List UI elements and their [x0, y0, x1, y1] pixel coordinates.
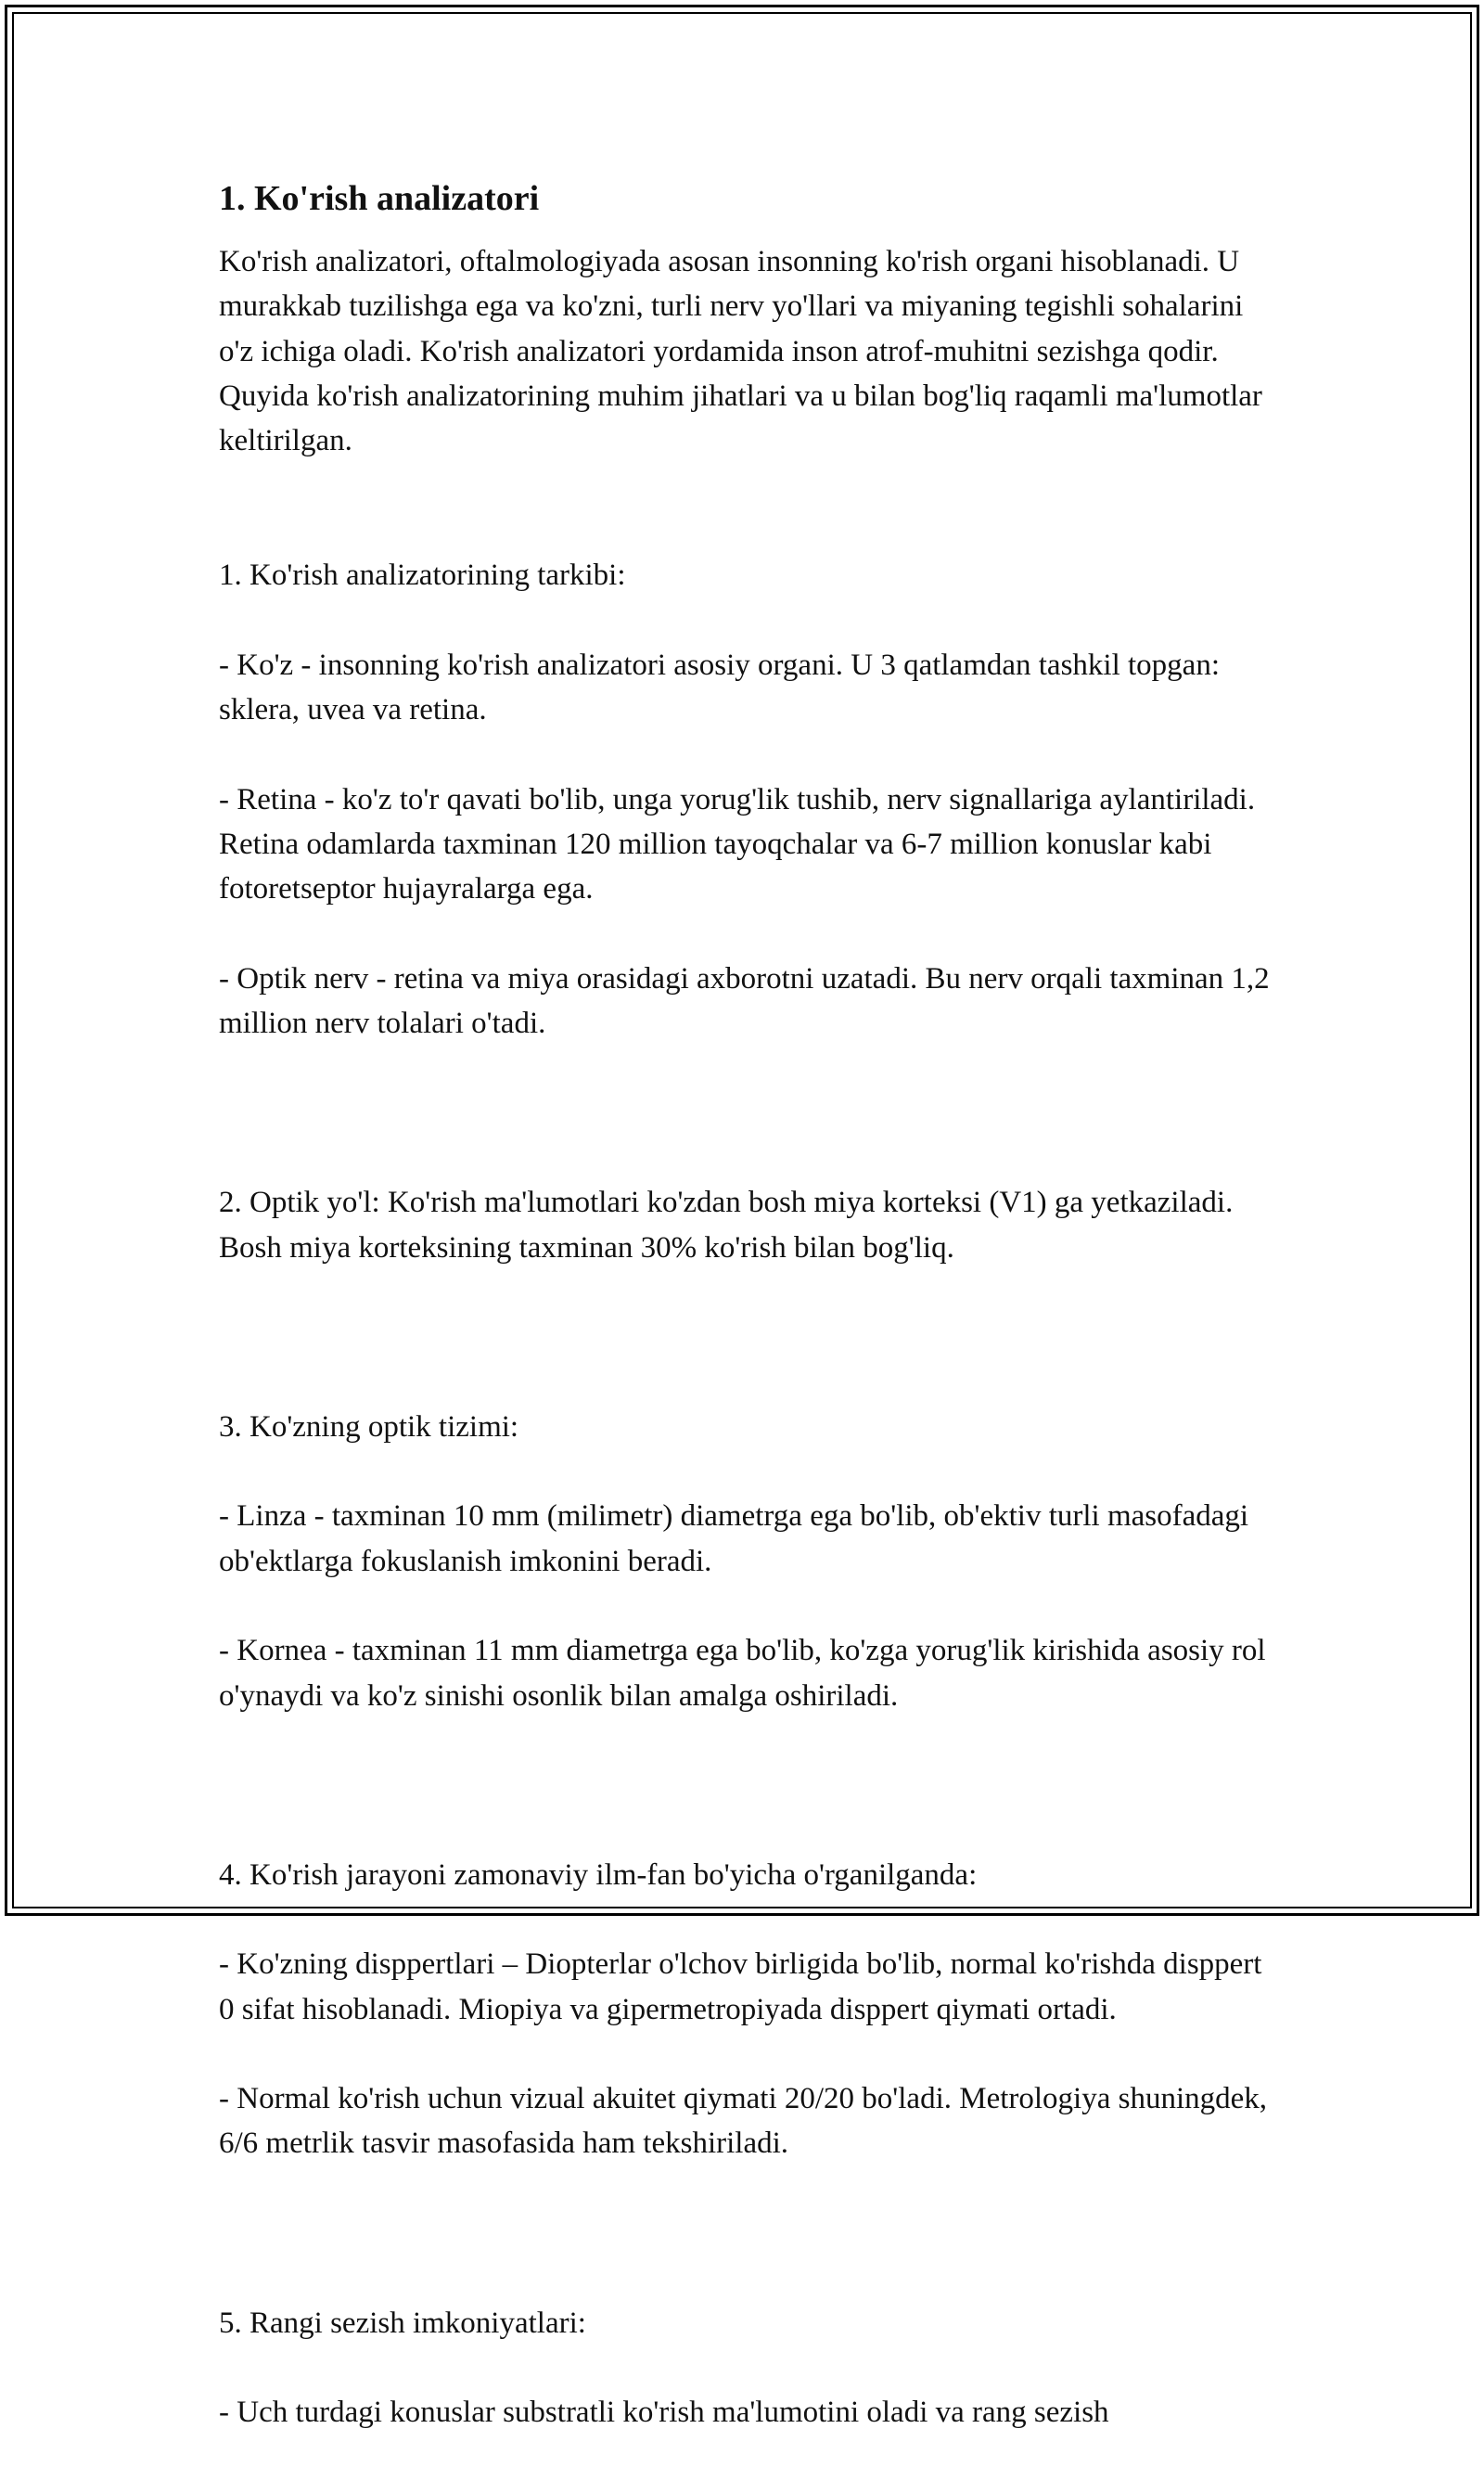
intro-paragraph: Ko'rish analizatori, oftalmologiyada asosan insonning ko'rish organi hisoblanadi. U murakkab tuzilishga ega va ko'zni, turli nerv yo'llari va miyaning tegishli sohalarini o'z ichiga oladi. Ko'rish analizatori yordamida inson atrof-muhitni sezishga qodir. Quyida ko'rish analizatorining muhim jihatlari va u bilan bog'liq raqamli ma'lumotlar keltirilgan. — [219, 245, 1262, 458]
list-item: - Ko'z - insonning ko'rish analizatori asosiy organi. U 3 qatlamdan tashkil topgan: sklera, uvea va retina. — [219, 648, 1220, 726]
section-heading: 2. Optik yo'l: Ko'rish ma'lumotlari ko'zdan bosh miya korteksi (V1) ga yetkaziladi. Bosh miya korteksining taxminan 30% ko'rish bilan bog'liq. — [219, 1186, 1234, 1265]
section-2 — [219, 1136, 1276, 1315]
list-item: - Linza - taxminan 10 mm (milimetr) diametrga ega bo'lib, ob'ektiv turli masofadagi ob'ektlarga fokuslanish imkonini beradi. — [219, 1499, 1249, 1578]
blank-line — [219, 1315, 1276, 1359]
list-item: - Ko'zning disppertlari – Diopterlar o'lchov birligida bo'lib, normal ko'rishda disppert 0 sifat hisoblanadi. Miopiya va gipermetropiyada disppert qiymati ortadi. — [219, 1947, 1262, 2026]
list-item: - Optik nerv - retina va miya orasidagi axborotni uzatadi. Bu nerv orqali taxminan 1,2 million nerv tolalari o'tadi. — [219, 961, 1270, 1041]
section-heading: 3. Ko'zning optik tizimi: — [219, 1409, 519, 1444]
blank-line — [219, 2211, 1276, 2255]
list-item: - Retina - ko'z to'r qavati bo'lib, unga yorug'lik tushib, nerv signallariga aylantiriladi. Retina odamlarda taxminan 120 million tayoqchalar va 6-7 million konuslar kabi fotoretseptor hujayralarga ega. — [219, 782, 1256, 906]
section-1 — [219, 508, 1276, 1091]
list-item: - Kornea - taxminan 11 mm diametrga ega bo'lib, ko'zga yorug'lik kirishida asosiy rol o'ynaydi va ko'z sinishi osonlik bilan amalga oshiriladi. — [219, 1634, 1266, 1713]
section-3 — [219, 1359, 1276, 1763]
document-body — [219, 173, 1276, 2480]
section-heading: 4. Ko'rish jarayoni zamonaviy ilm-fan bo'yicha o'rganilganda: — [219, 1857, 978, 1892]
section-5 — [219, 2255, 1276, 2479]
list-item: - Uch turdagi konuslar substratli ko'rish ma'lumotini oladi va rang sezish — [219, 2396, 1109, 2430]
blank-line — [219, 1091, 1276, 1136]
list-item: - Normal ko'rish uchun vizual akuitet qiymati 20/20 bo'ladi. Metrologiya shuningdek, 6/6 metrlik tasvir masofasida ham tekshiriladi. — [219, 2082, 1268, 2161]
section-heading: 1. Ko'rish analizatorining tarkibi: — [219, 559, 626, 593]
section-4 — [219, 1807, 1276, 2211]
document-title: 1. Ko'rish analizatori — [219, 179, 540, 218]
blank-line — [219, 1763, 1276, 1807]
section-heading: 5. Rangi sezish imkoniyatlari: — [219, 2306, 586, 2340]
blank-line — [219, 463, 1276, 508]
